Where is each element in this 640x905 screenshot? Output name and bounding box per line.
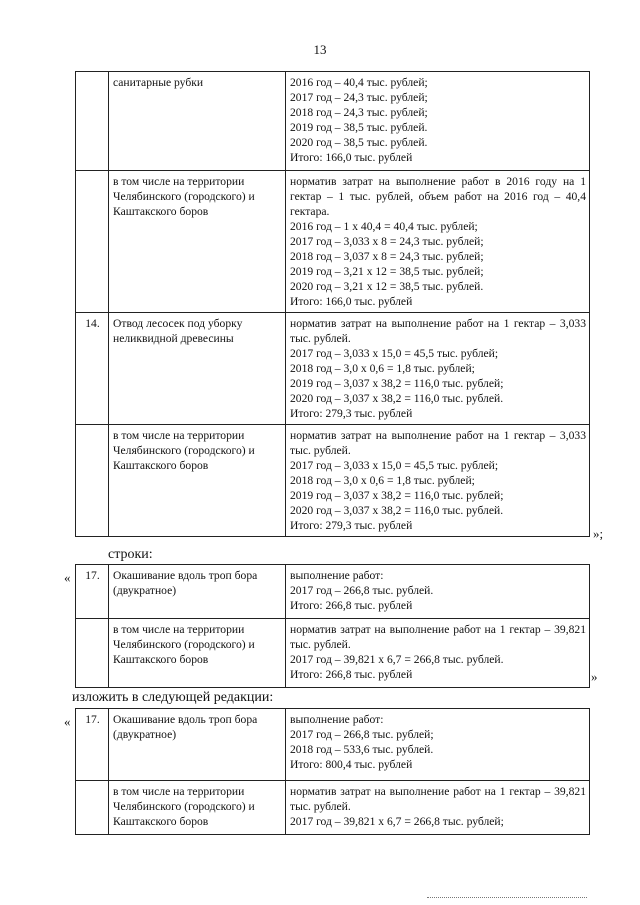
name-line: в том числе на территории (113, 785, 245, 798)
row-name (109, 313, 286, 425)
name-line: Челябинского (городского) и (113, 638, 255, 651)
detail-line: 2019 год – 38,5 тыс. рублей. (290, 121, 428, 134)
detail-line: 2020 год – 38,5 тыс. рублей. (290, 136, 428, 149)
row-details (286, 171, 590, 313)
table-row (76, 171, 590, 313)
row-number (76, 781, 109, 835)
name-line: Челябинского (городского) и (113, 800, 255, 813)
name-line: неликвидной древесины (113, 332, 234, 345)
detail-line: 2018 год – 3,0 х 0,6 = 1,8 тыс. рублей; (290, 474, 475, 487)
detail-line: 2018 год – 533,6 тыс. рублей. (290, 743, 434, 756)
table-row (76, 72, 590, 171)
detail-line: 2018 год – 3,0 х 0,6 = 1,8 тыс. рублей; (290, 362, 475, 375)
detail-line: 2018 год – 24,3 тыс. рублей; (290, 106, 428, 119)
row-number (76, 72, 109, 171)
name-line: Челябинского (городского) и (113, 190, 255, 203)
detail-line: норматив затрат на выполнение работ на 1 гектар – 3,033 тыс. рублей. (290, 429, 586, 457)
detail-line: Итого: 166,0 тыс. рублей (290, 151, 413, 164)
opening-quote: « (64, 714, 71, 729)
detail-line: Итого: 166,0 тыс. рублей (290, 295, 413, 308)
name-line: Челябинского (городского) и (113, 444, 255, 457)
detail-line: 2019 год – 3,037 х 38,2 = 116,0 тыс. рублей; (290, 489, 504, 502)
detail-line: норматив затрат на выполнение работ на 1 гектар – 39,821 тыс. рублей. (290, 785, 586, 813)
closing-quote: » (591, 669, 598, 684)
closing-quote: »; (593, 526, 604, 541)
table-new-rows (75, 708, 590, 835)
row-details (286, 425, 590, 537)
name-line: в том числе на территории (113, 175, 245, 188)
detail-line: 2018 год – 3,037 х 8 = 24,3 тыс. рублей; (290, 250, 484, 263)
row-details (286, 709, 590, 781)
detail-line: норматив затрат на выполнение работ на 1 гектар – 3,033 тыс. рублей. (290, 317, 586, 345)
table-old-rows (75, 564, 590, 688)
detail-line: 2016 год – 1 х 40,4 = 40,4 тыс. рублей; (290, 220, 478, 233)
detail-line: 2017 год – 3,033 х 15,0 = 45,5 тыс. рублей; (290, 459, 499, 472)
detail-line: норматив затрат на выполнение работ на 1 гектар – 39,821 тыс. рублей. (290, 623, 586, 651)
row-details (286, 72, 590, 171)
table-row (76, 709, 590, 781)
detail-line: 2017 год – 3,033 х 15,0 = 45,5 тыс. рублей; (290, 347, 499, 360)
detail-line: 2020 год – 3,037 х 38,2 = 116,0 тыс. рублей. (290, 504, 504, 517)
detail-line: 2019 год – 3,21 х 12 = 38,5 тыс. рублей; (290, 265, 484, 278)
name-line: Каштакского боров (113, 205, 209, 218)
name-line: Окашивание вдоль троп бора (113, 569, 258, 582)
detail-line: 2016 год – 40,4 тыс. рублей; (290, 76, 428, 89)
detail-line: 2017 год – 39,821 х 6,7 = 266,8 тыс. рублей; (290, 815, 504, 828)
row-name (109, 565, 286, 619)
detail-line: 2020 год – 3,037 х 38,2 = 116,0 тыс. рублей. (290, 392, 504, 405)
detail-line: 2017 год – 266,8 тыс. рублей; (290, 728, 434, 741)
detail-line: Итого: 266,8 тыс. рублей (290, 668, 413, 681)
name-line: (двукратное) (113, 584, 177, 597)
detail-line: 2017 год – 39,821 х 6,7 = 266,8 тыс. рублей. (290, 653, 504, 666)
detail-line: выполнение работ: (290, 713, 384, 726)
row-details (286, 565, 590, 619)
name-line: санитарные рубки (113, 76, 204, 89)
name-line: в том числе на территории (113, 623, 245, 636)
row-details (286, 781, 590, 835)
row-name (109, 72, 286, 171)
row-name (109, 619, 286, 688)
row-number (76, 171, 109, 313)
detail-line: Итого: 800,4 тыс. рублей (290, 758, 413, 771)
detail-line: 2017 год – 266,8 тыс. рублей. (290, 584, 434, 597)
name-line: Отвод лесосек под уборку (113, 317, 243, 330)
row-name (109, 171, 286, 313)
table-row (76, 565, 590, 619)
name-line: в том числе на территории (113, 429, 245, 442)
table-row (76, 781, 590, 835)
table-row (76, 425, 590, 537)
row-name (109, 425, 286, 537)
detail-line: 2017 год – 3,033 х 8 = 24,3 тыс. рублей; (290, 235, 484, 248)
row-name (109, 781, 286, 835)
row-number: 14. (76, 313, 109, 425)
row-details (286, 619, 590, 688)
detail-line: Итого: 279,3 тыс. рублей (290, 519, 413, 532)
name-line: Каштакского боров (113, 459, 209, 472)
detail-line: 2019 год – 3,037 х 38,2 = 116,0 тыс. рублей; (290, 377, 504, 390)
page-number: 13 (313, 42, 327, 57)
page-edge-line (427, 897, 587, 898)
section-note: строки: (108, 547, 153, 562)
opening-quote: « (64, 570, 71, 585)
section-note: изложить в следующей редакции: (72, 690, 274, 705)
detail-line: выполнение работ: (290, 569, 384, 582)
row-name (109, 709, 286, 781)
name-line: (двукратное) (113, 728, 177, 741)
detail-line: норматив затрат на выполнение работ в 2016 году на 1 гектар – 1 тыс. рублей, объем работ на 2016 год – 40,4 гектара. (290, 175, 586, 218)
row-number: 17. (76, 565, 109, 619)
table-continued (75, 71, 590, 537)
row-number (76, 425, 109, 537)
name-line: Каштакского боров (113, 653, 209, 666)
detail-line: Итого: 266,8 тыс. рублей (290, 599, 413, 612)
table-row (76, 313, 590, 425)
row-number: 17. (76, 709, 109, 781)
row-details (286, 313, 590, 425)
name-line: Окашивание вдоль троп бора (113, 713, 258, 726)
detail-line: 2017 год – 24,3 тыс. рублей; (290, 91, 428, 104)
detail-line: 2020 год – 3,21 х 12 = 38,5 тыс. рублей. (290, 280, 484, 293)
row-number (76, 619, 109, 688)
name-line: Каштакского боров (113, 815, 209, 828)
detail-line: Итого: 279,3 тыс. рублей (290, 407, 413, 420)
table-row (76, 619, 590, 688)
